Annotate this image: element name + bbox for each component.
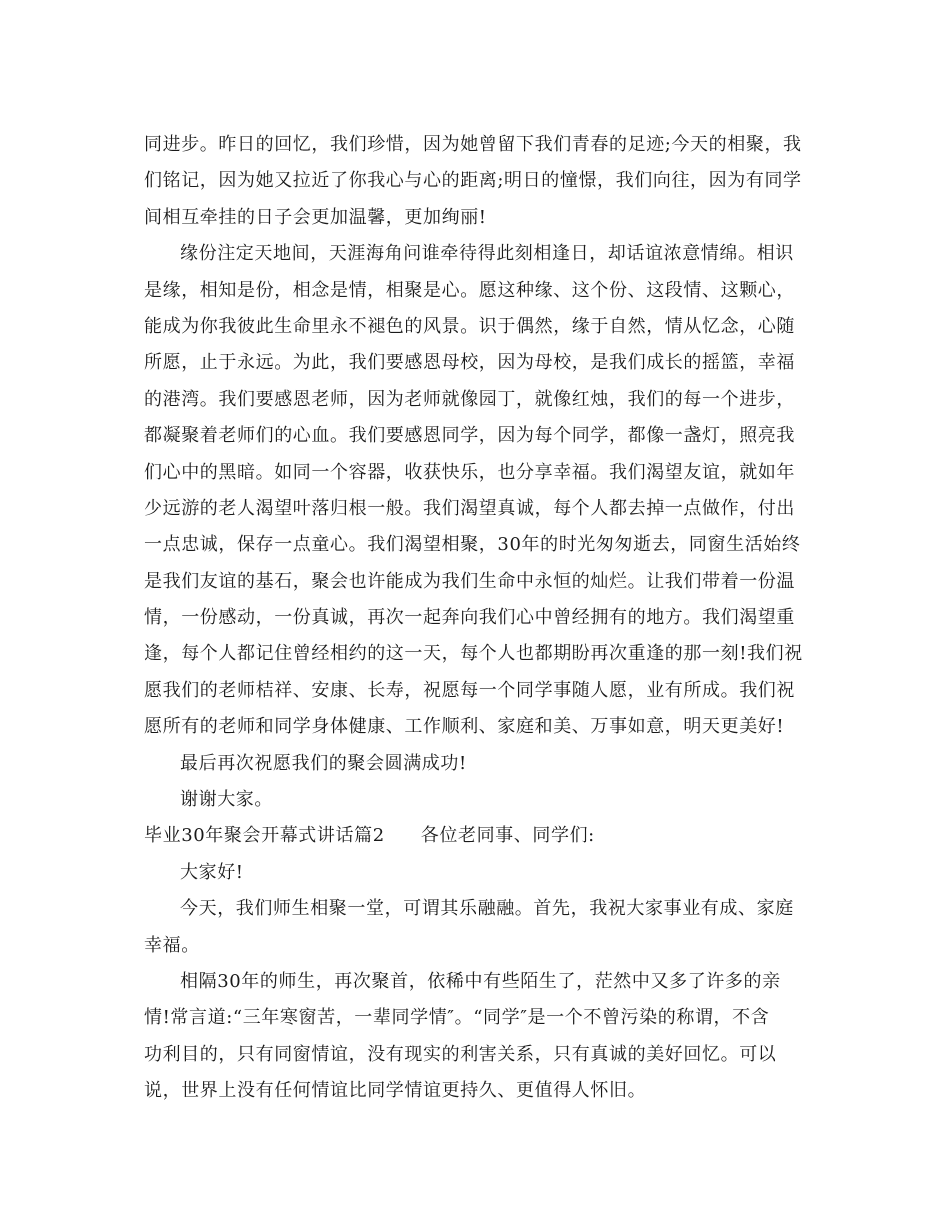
text-line: 愿我们的老师桔祥、安康、长寿，祝愿每一个同学事随人愿，业有所成。我们祝 bbox=[144, 679, 795, 701]
text-line: 情，一份感动，一份真诚，再次一起奔向我们心中曾经拥有的地方。我们渴望重 bbox=[144, 607, 795, 629]
paragraph-start-line: 今天，我们师生相聚一堂，可谓其乐融融。首先，我祝大家事业有成、家庭 bbox=[180, 898, 794, 920]
document-body bbox=[144, 127, 814, 1110]
section-heading-line bbox=[144, 818, 814, 854]
salutation: 各位老同事、同学们: bbox=[420, 825, 595, 847]
text-line: 说，世界上没有任何情谊比同学情谊更持久、更值得人怀旧。 bbox=[144, 1080, 647, 1102]
text-line: 能成为你我彼此生命里永不褪色的风景。识于偶然，缘于自然，情从忆念，心随 bbox=[144, 315, 795, 337]
text-line: 少远游的老人渴望叶落归根一般。我们渴望真诚，每个人都去掉一点做作，付出 bbox=[144, 497, 795, 519]
text-line: 同进步。昨日的回忆，我们珍惜，因为她曾留下我们青春的足迹;今天的相聚，我 bbox=[144, 134, 802, 155]
text-line: 的港湾。我们要感恩老师，因为老师就像园丁，就像红烛，我们的每一个进步， bbox=[144, 388, 795, 410]
text-line: 幸福。 bbox=[144, 934, 200, 956]
thanks-line: 谢谢大家。 bbox=[180, 789, 273, 811]
text-line: 是我们友谊的基石，聚会也许能成为我们生命中永恒的灿烂。让我们带着一份温 bbox=[144, 570, 795, 592]
greeting-line: 大家好! bbox=[180, 861, 244, 883]
section-heading: 毕业30年聚会开幕式讲话篇2 bbox=[144, 825, 385, 847]
text-line: 们铭记，因为她又拉近了你我心与心的距离;明日的憧憬，我们向往，因为有同学 bbox=[144, 170, 802, 192]
closing-wish-line: 最后再次祝愿我们的聚会圆满成功! bbox=[180, 752, 467, 774]
paragraph-start-line: 缘份注定天地间，天涯海角问谁牵待得此刻相逢日，却话谊浓意情绵。相识 bbox=[180, 243, 794, 265]
text-line: 逢，每个人都记住曾经相约的这一天，每个人也都期盼再次重逢的那一刻!我们祝 bbox=[144, 643, 803, 665]
text-line: 愿所有的老师和同学身体健康、工作顺利、家庭和美、万事如意，明天更美好! bbox=[144, 716, 785, 738]
text-line: 都凝聚着老师们的心血。我们要感恩同学，因为每个同学，都像一盏灯，照亮我 bbox=[144, 425, 795, 447]
text-line: 情!常言道:“三年寒窗苦，一辈同学情″。“同学″是一个不曾污染的称谓，不含 bbox=[144, 1007, 770, 1029]
text-line: 是缘，相知是份，相念是情，相聚是心。愿这种缘、这个份、这段情、这颗心， bbox=[144, 279, 795, 301]
paragraph-start-line: 相隔30年的师生，再次聚首，依稀中有些陌生了，茫然中又多了许多的亲 bbox=[180, 970, 781, 992]
text-line: 功利目的，只有同窗情谊，没有现实的利害关系，只有真诚的美好回忆。可以 bbox=[144, 1043, 777, 1065]
text-line: 一点忠诚，保存一点童心。我们渴望相聚，30年的时光匆匆逝去，同窗生活始终 bbox=[144, 534, 801, 556]
text-line: 所愿，止于永远。为此，我们要感恩母校，因为母校，是我们成长的摇篮，幸福 bbox=[144, 352, 795, 374]
text-line: 们心中的黑暗。如同一个容器，收获快乐，也分享幸福。我们渴望友谊，就如年 bbox=[144, 461, 795, 483]
text-line: 间相互牵挂的日子会更加温馨，更加绚丽! bbox=[144, 206, 487, 228]
